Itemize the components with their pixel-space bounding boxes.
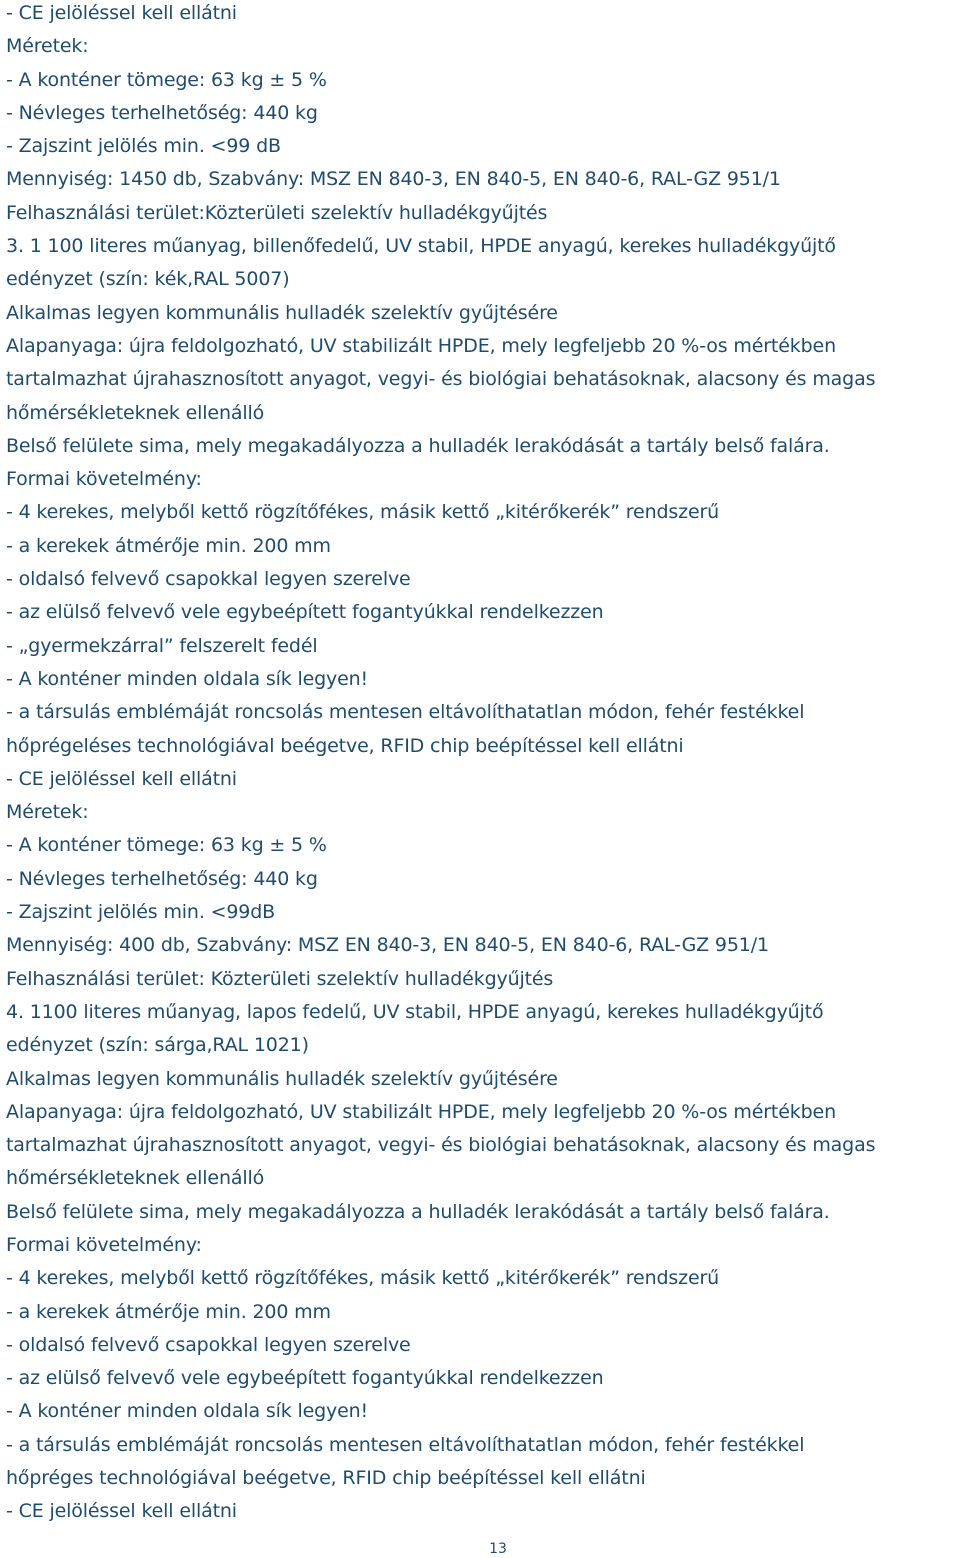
text-line: tartalmazhat újrahasznosított anyagot, vegyi- és biológiai behatásoknak, alacsony és magas — [6, 368, 876, 391]
text-line: - CE jelöléssel kell ellátni — [6, 1500, 237, 1523]
text-line: hőmérsékleteknek ellenálló — [6, 1167, 265, 1190]
text-line: - az elülső felvevő vele egybeépített fogantyúkkal rendelkezzen — [6, 1367, 604, 1390]
text-line: Felhasználási terület: Közterületi szelektív hulladékgyűjtés — [6, 967, 554, 990]
text-line: - CE jelöléssel kell ellátni — [6, 767, 237, 790]
text-line: Belső felülete sima, mely megakadályozza a hulladék lerakódását a tartály belső falára. — [6, 1200, 830, 1223]
text-line: - a kerekek átmérője min. 200 mm — [6, 1300, 331, 1323]
text-line: Mennyiség: 1450 db, Szabvány: MSZ EN 840-3, EN 840-5, EN 840-6, RAL-GZ 951/1 — [6, 168, 781, 191]
text-line: 3. 1 100 literes műanyag, billenőfedelű, UV stabil, HPDE anyagú, kerekes hulladékgyűjtő — [6, 235, 836, 258]
text-line: hőmérsékleteknek ellenálló — [6, 401, 265, 424]
text-line: Felhasználási terület:Közterületi szelektív hulladékgyűjtés — [6, 201, 548, 224]
text-line: Belső felülete sima, mely megakadályozza a hulladék lerakódását a tartály belső falára. — [6, 434, 830, 457]
text-line: - oldalsó felvevő csapokkal legyen szerelve — [6, 568, 411, 591]
text-line: - A konténer minden oldala sík legyen! — [6, 1400, 369, 1423]
text-line: - az elülső felvevő vele egybeépített fogantyúkkal rendelkezzen — [6, 601, 604, 624]
text-line: - „gyermekzárral” felszerelt fedél — [6, 634, 318, 657]
text-line: - A konténer tömege: 63 kg ± 5 % — [6, 68, 327, 91]
text-line: - a társulás emblémáját roncsolás mentesen eltávolíthatatlan módon, fehér festékkel — [6, 701, 805, 724]
text-line: - a társulás emblémáját roncsolás mentesen eltávolíthatatlan módon, fehér festékkel — [6, 1433, 805, 1456]
text-line: - Névleges terhelhetőség: 440 kg — [6, 867, 318, 890]
text-line: Formai követelmény: — [6, 1233, 202, 1256]
text-line: Alapanyaga: újra feldolgozható, UV stabilizált HPDE, mely legfeljebb 20 %-os mértékben — [6, 334, 836, 357]
text-line: tartalmazhat újrahasznosított anyagot, vegyi- és biológiai behatásoknak, alacsony és magas — [6, 1134, 876, 1157]
page-number: 13 — [489, 1541, 507, 1557]
text-line: Alapanyaga: újra feldolgozható, UV stabilizált HPDE, mely legfeljebb 20 %-os mértékben — [6, 1100, 836, 1123]
text-line: 4. 1100 literes műanyag, lapos fedelű, UV stabil, HPDE anyagú, kerekes hulladékgyűjtő — [6, 1000, 824, 1023]
text-line: edényzet (szín: sárga,RAL 1021) — [6, 1034, 309, 1057]
text-line: - 4 kerekes, melyből kettő rögzítőfékes, másik kettő „kitérőkerék” rendszerű — [6, 501, 720, 524]
text-line: - Névleges terhelhetőség: 440 kg — [6, 101, 318, 124]
text-line: - A konténer minden oldala sík legyen! — [6, 667, 369, 690]
text-line: Alkalmas legyen kommunális hulladék szelektív gyűjtésére — [6, 301, 558, 324]
text-line: Méretek: — [6, 801, 89, 824]
text-line: - CE jelöléssel kell ellátni — [6, 2, 237, 24]
text-line: hőpréges technológiával beégetve, RFID chip beépítéssel kell ellátni — [6, 1467, 646, 1490]
text-line: - A konténer tömege: 63 kg ± 5 % — [6, 834, 327, 857]
text-line: Formai követelmény: — [6, 468, 202, 491]
text-line: - Zajszint jelölés min. <99 dB — [6, 135, 281, 158]
text-line: hőprégeléses technológiával beégetve, RFID chip beépítéssel kell ellátni — [6, 734, 684, 757]
text-line: Mennyiség: 400 db, Szabvány: MSZ EN 840-3, EN 840-5, EN 840-6, RAL-GZ 951/1 — [6, 934, 769, 957]
text-line: Méretek: — [6, 35, 89, 58]
document-body — [6, 0, 956, 1529]
text-line: - a kerekek átmérője min. 200 mm — [6, 534, 331, 557]
text-line: edényzet (szín: kék,RAL 5007) — [6, 268, 290, 291]
text-line: - 4 kerekes, melyből kettő rögzítőfékes, másik kettő „kitérőkerék” rendszerű — [6, 1267, 720, 1290]
text-line: - oldalsó felvevő csapokkal legyen szerelve — [6, 1333, 411, 1356]
text-line: Alkalmas legyen kommunális hulladék szelektív gyűjtésére — [6, 1067, 558, 1090]
text-line: - Zajszint jelölés min. <99dB — [6, 901, 276, 924]
